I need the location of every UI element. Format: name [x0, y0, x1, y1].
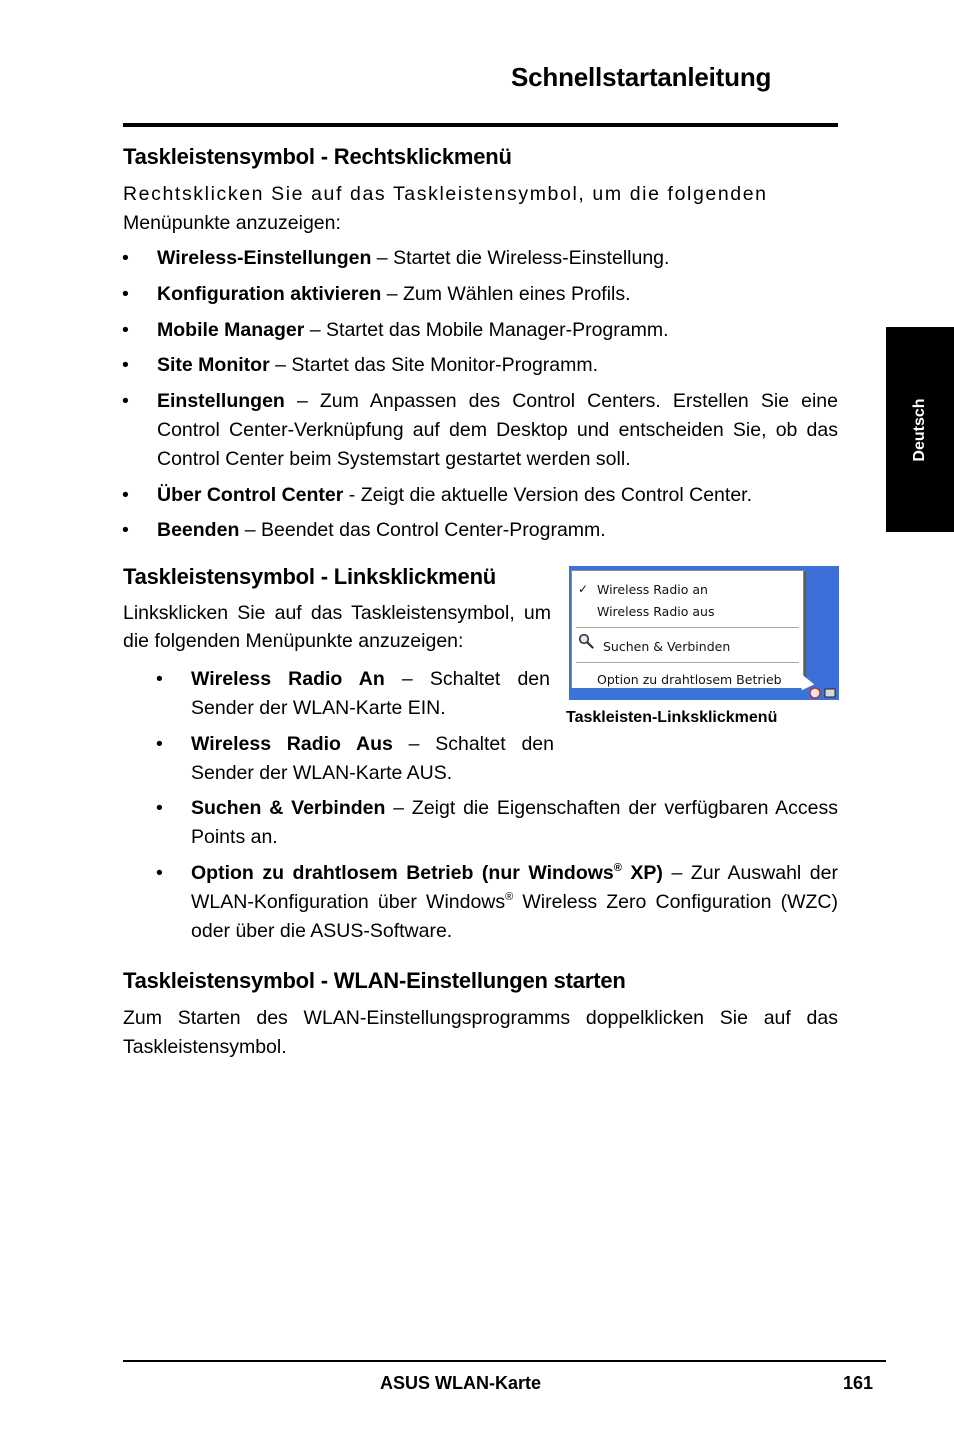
- bullet-dot: •: [122, 319, 129, 341]
- list-item: [122, 280, 838, 309]
- page-number: 161: [843, 1373, 874, 1393]
- item-desc: – Schaltet den Sender der WLAN-Karte AUS.: [191, 733, 555, 784]
- context-menu: [571, 570, 804, 691]
- bullet-dot: •: [122, 484, 129, 506]
- list-item: [122, 516, 838, 545]
- menu-item-radio-on[interactable]: ✓ Wireless Radio an: [597, 582, 708, 597]
- bullet-dot: •: [122, 519, 129, 541]
- list-item: [156, 794, 839, 852]
- bullet-dot: •: [122, 390, 129, 412]
- item-desc: – Zum Wählen eines Profils.: [381, 283, 631, 305]
- item-desc: – Beendet das Control Center-Programm.: [239, 519, 606, 541]
- bottom-rule: [123, 1360, 886, 1362]
- language-side-tab: [886, 327, 954, 532]
- list-item: [122, 351, 838, 380]
- left-click-menu-screenshot: [569, 566, 839, 700]
- section3-text: Zum Starten des WLAN-Einstellungsprogramms doppelklicken Sie auf das Taskleistensymbol.: [123, 1007, 838, 1058]
- section2-intro: Linksklicken Sie auf das Taskleistensymbol, um die folgenden Menüpunkte anzuzeigen:: [123, 602, 551, 652]
- item-term: Wireless Radio Aus: [191, 733, 393, 755]
- section-heading-left-click: Taskleistensymbol - Linksklickmenü: [123, 564, 497, 589]
- bullet-dot: •: [156, 733, 163, 755]
- list-item: [156, 665, 550, 723]
- bullet-dot: •: [122, 283, 129, 305]
- item-term: Einstellungen: [157, 390, 285, 412]
- list-item: [122, 244, 838, 273]
- footer-product-name: ASUS WLAN-Karte: [380, 1373, 542, 1393]
- item-desc: – Schaltet den Sender der WLAN-Karte EIN.: [191, 668, 550, 719]
- bullet-dot: •: [156, 668, 163, 690]
- list-item: [122, 481, 838, 510]
- list-item: [122, 316, 838, 345]
- item-term: Wireless Radio An: [191, 668, 385, 690]
- item-term: Über Control Center: [157, 484, 344, 506]
- section-heading-right-click: Taskleistensymbol - Rechtsklickmenü: [123, 144, 512, 169]
- registered-mark: ®: [613, 862, 622, 874]
- registered-mark: ®: [505, 891, 514, 903]
- item-term: Wireless-Einstellungen: [157, 247, 372, 269]
- item-term: Konfiguration aktivieren: [157, 283, 382, 305]
- menu-item-wireless-option[interactable]: Option zu drahtlosem Betrieb: [597, 672, 782, 687]
- bullet-dot: •: [156, 862, 163, 884]
- menu-item-search-connect[interactable]: Suchen & Verbinden: [603, 639, 731, 654]
- item-term: Suchen & Verbinden: [191, 797, 386, 819]
- tray-icon[interactable]: [809, 687, 821, 699]
- section1-intro-line1: Rechtsklicken Sie auf das Taskleistensymbol, um die folgenden: [123, 183, 768, 205]
- menu-separator: [576, 662, 799, 663]
- list-item: [156, 730, 555, 788]
- taskbar: [569, 688, 839, 700]
- item-term: Mobile Manager: [157, 319, 305, 341]
- network-tray-icon[interactable]: [824, 687, 836, 699]
- item-desc: – Zum Anpassen des Control Centers. Erstellen Sie eine Control Center-Verknüpfung auf dem Desktop und entscheiden Sie, ob das Control Center beim Systemstart gestartet werden soll.: [157, 390, 838, 470]
- menu-item-radio-off[interactable]: Wireless Radio aus: [597, 604, 715, 619]
- bullet-dot: •: [122, 354, 129, 376]
- page-header-title: Schnellstartanleitung: [511, 62, 772, 92]
- language-tab-label: Deutsch: [911, 397, 928, 462]
- item-desc: – Startet das Mobile Manager-Programm.: [304, 319, 669, 341]
- magnifier-icon: [578, 633, 594, 649]
- item-term: [191, 862, 663, 884]
- item-desc: – Startet die Wireless-Einstellung.: [371, 247, 670, 269]
- item-desc: - Zeigt die aktuelle Version des Control Center.: [343, 484, 752, 506]
- option-desc-a: – Zur Auswahl der WLAN-Konfiguration über Windows: [191, 862, 838, 913]
- top-rule: [123, 123, 838, 127]
- option-term-a: Option zu drahtlosem Betrieb (nur Windows: [191, 862, 614, 884]
- item-desc: – Startet das Site Monitor-Programm.: [269, 354, 599, 376]
- screenshot-caption: Taskleisten-Linksklickmenü: [566, 709, 778, 726]
- option-desc-b: Wireless Zero Configuration (WZC) oder über die ASUS-Software.: [191, 891, 838, 942]
- item-desc: – Zeigt die Eigenschaften der verfügbaren Access Points an.: [191, 797, 839, 848]
- bullet-dot: •: [122, 247, 129, 269]
- section1-intro-line2: Menüpunkte anzuzeigen:: [123, 212, 341, 234]
- menu-separator: [576, 627, 799, 628]
- list-item: [122, 387, 838, 474]
- section-heading-start-settings: Taskleistensymbol - WLAN-Einstellungen starten: [123, 968, 626, 993]
- list-item: [156, 859, 838, 946]
- bullet-dot: •: [156, 797, 163, 819]
- option-term-b: XP): [621, 862, 663, 884]
- item-term: Beenden: [157, 519, 240, 541]
- item-term: Site Monitor: [157, 354, 270, 376]
